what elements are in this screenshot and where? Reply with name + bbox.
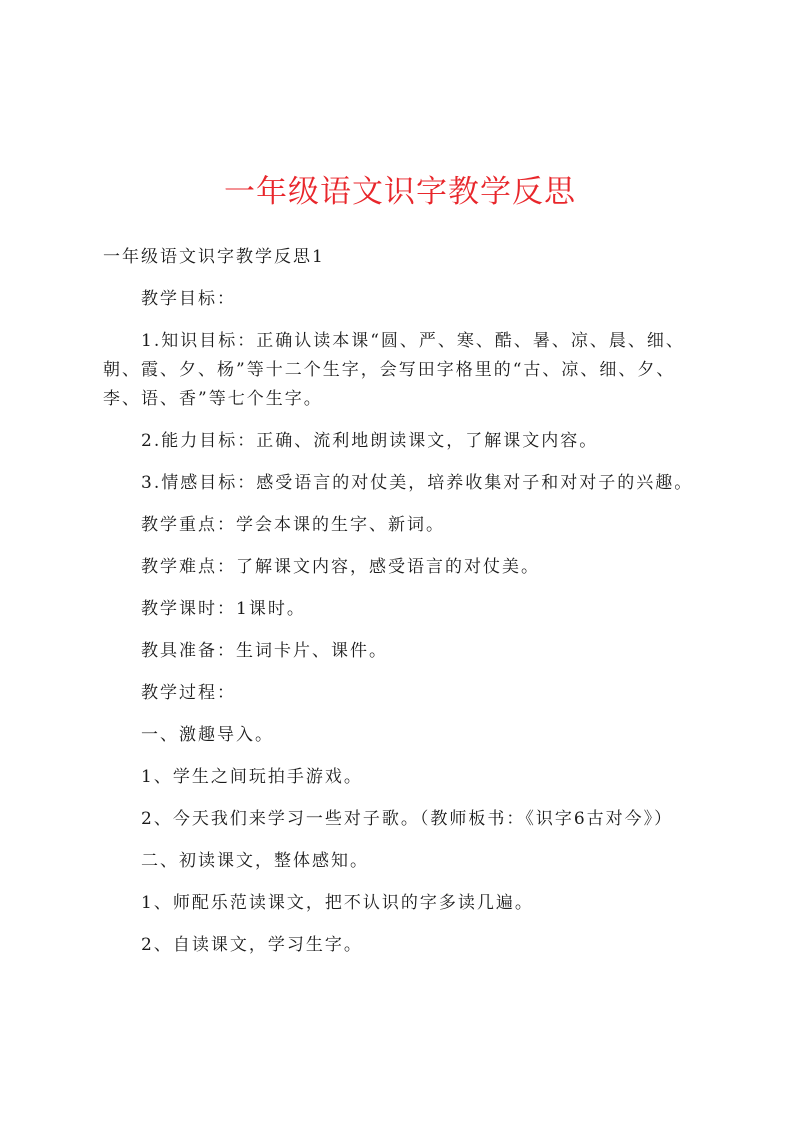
paragraph-knowledge-goal: 1.知识目标：正确认读本课“圆、严、寒、酷、暑、凉、晨、细、朝、霞、夕、杨”等十二个生字，会写田字格里的“古、凉、细、夕、李、语、香”等七个生字。 <box>103 331 685 409</box>
paragraph-class-hours: 教学课时：1课时。 <box>141 599 306 619</box>
paragraph-emotion-goal: 3.情感目标：感受语言的对仗美，培养收集对子和对对子的兴趣。 <box>141 473 694 493</box>
paragraph-ability-goal: 2.能力目标：正确、流利地朗读课文，了解课文内容。 <box>141 431 599 451</box>
document-title: 一年级语文识字教学反思 <box>224 174 576 210</box>
paragraph-key-points: 教学重点：学会本课的生字、新词。 <box>141 515 445 535</box>
section-heading: 一年级语文识字教学反思1 <box>103 247 325 267</box>
paragraph-step-two: 二、初读课文，整体感知。 <box>141 851 369 871</box>
paragraph-step-one: 一、激趣导入。 <box>141 725 274 745</box>
paragraph-step-one-1: 1、学生之间玩拍手游戏。 <box>141 767 363 787</box>
paragraph-teaching-goals: 教学目标： <box>141 289 236 309</box>
paragraph-step-two-2: 2、自读课文，学习生字。 <box>141 935 363 955</box>
paragraph-step-one-2: 2、今天我们来学习一些对子歌。（教师板书：《识字6古对今》） <box>141 809 674 829</box>
paragraph-step-two-1: 1、师配乐范读课文，把不认识的字多读几遍。 <box>141 893 534 913</box>
paragraph-process: 教学过程： <box>141 683 236 703</box>
paragraph-difficulties: 教学难点：了解课文内容，感受语言的对仗美。 <box>141 557 540 577</box>
document-body <box>103 243 703 973</box>
paragraph-materials: 教具准备：生词卡片、课件。 <box>141 641 388 661</box>
